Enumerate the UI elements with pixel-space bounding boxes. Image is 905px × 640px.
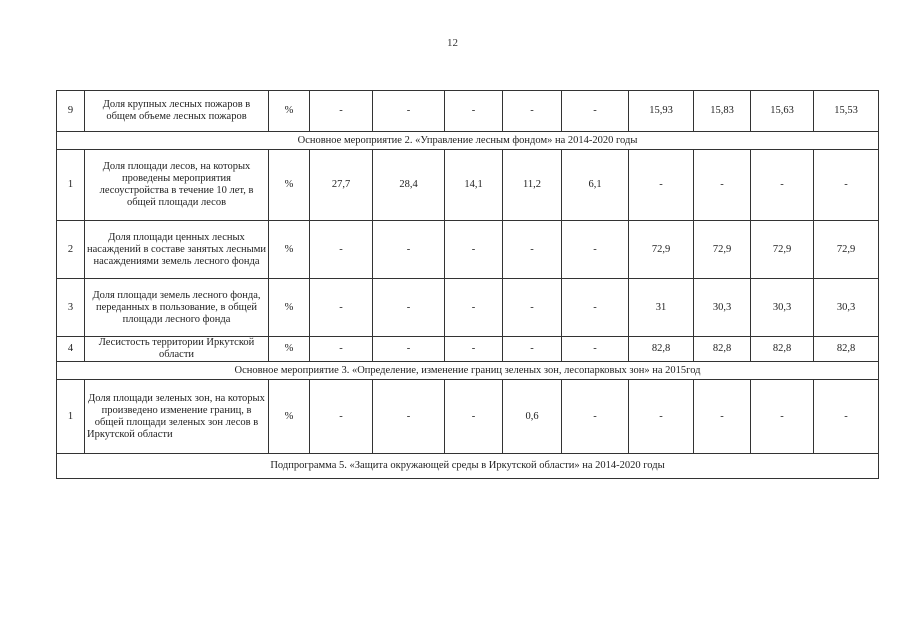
value-cell: -: [562, 91, 629, 132]
table-row: [57, 221, 879, 279]
table-row: [57, 91, 879, 132]
indicator-name: Доля площади зеленых зон, на которых произведено изменение границ, в общей площади зеленых зон лесов в Иркутской области: [85, 380, 269, 454]
indicator-name: Лесистость территории Иркутской области: [85, 337, 269, 362]
value-cell: 15,83: [694, 91, 751, 132]
value-cell: -: [562, 279, 629, 337]
table-row: [57, 337, 879, 362]
table-row: [57, 150, 879, 221]
table-row: [57, 279, 879, 337]
value-cell: -: [445, 337, 503, 362]
section-heading: Основное мероприятие 2. «Управление лесным фондом» на 2014-2020 годы: [57, 132, 879, 150]
value-cell: -: [694, 150, 751, 221]
value-cell: 6,1: [562, 150, 629, 221]
value-cell: -: [373, 279, 445, 337]
section-row: [57, 362, 879, 380]
value-cell: -: [310, 380, 373, 454]
value-cell: 82,8: [629, 337, 694, 362]
value-cell: -: [445, 380, 503, 454]
value-cell: 31: [629, 279, 694, 337]
value-cell: 82,8: [814, 337, 879, 362]
value-cell: -: [562, 380, 629, 454]
value-cell: 72,9: [694, 221, 751, 279]
value-cell: -: [629, 150, 694, 221]
value-cell: -: [562, 221, 629, 279]
value-cell: -: [373, 337, 445, 362]
indicator-name: Доля крупных лесных пожаров в общем объеме лесных пожаров: [85, 91, 269, 132]
value-cell: 82,8: [694, 337, 751, 362]
value-cell: 82,8: [751, 337, 814, 362]
row-number: 3: [57, 279, 85, 337]
value-cell: -: [814, 380, 879, 454]
value-cell: -: [310, 221, 373, 279]
row-number: 1: [57, 380, 85, 454]
value-cell: -: [503, 221, 562, 279]
value-cell: -: [310, 91, 373, 132]
value-cell: -: [445, 221, 503, 279]
value-cell: -: [629, 380, 694, 454]
unit-cell: %: [269, 279, 310, 337]
value-cell: -: [751, 380, 814, 454]
value-cell: -: [562, 337, 629, 362]
row-number: 1: [57, 150, 85, 221]
unit-cell: %: [269, 337, 310, 362]
value-cell: 30,3: [694, 279, 751, 337]
unit-cell: %: [269, 150, 310, 221]
indicator-name: Доля площади земель лесного фонда, переданных в пользование, в общей площади лесного фонда: [85, 279, 269, 337]
value-cell: -: [373, 91, 445, 132]
value-cell: -: [373, 221, 445, 279]
row-number: 4: [57, 337, 85, 362]
value-cell: -: [503, 91, 562, 132]
value-cell: -: [445, 91, 503, 132]
value-cell: -: [445, 279, 503, 337]
value-cell: -: [373, 380, 445, 454]
section-row: [57, 132, 879, 150]
value-cell: -: [814, 150, 879, 221]
unit-cell: %: [269, 221, 310, 279]
value-cell: -: [694, 380, 751, 454]
value-cell: 15,93: [629, 91, 694, 132]
value-cell: 72,9: [629, 221, 694, 279]
row-number: 9: [57, 91, 85, 132]
value-cell: -: [310, 337, 373, 362]
row-number: 2: [57, 221, 85, 279]
value-cell: 30,3: [751, 279, 814, 337]
subprogram-heading: Подпрограмма 5. «Защита окружающей среды в Иркутской области» на 2014-2020 годы: [57, 454, 879, 479]
unit-cell: %: [269, 91, 310, 132]
section-row: [57, 454, 879, 479]
value-cell: -: [751, 150, 814, 221]
indicators-table: [56, 90, 879, 479]
indicator-name: Доля площади ценных лесных насаждений в составе занятых лесными насаждениями земель лесного фонда: [85, 221, 269, 279]
table-row: [57, 380, 879, 454]
value-cell: 11,2: [503, 150, 562, 221]
page-number: 12: [447, 37, 458, 49]
value-cell: 14,1: [445, 150, 503, 221]
unit-cell: %: [269, 380, 310, 454]
value-cell: 0,6: [503, 380, 562, 454]
section-heading: Основное мероприятие 3. «Определение, изменение границ зеленых зон, лесопарковых зон» на 2015год: [57, 362, 879, 380]
value-cell: -: [310, 279, 373, 337]
value-cell: 15,53: [814, 91, 879, 132]
value-cell: 27,7: [310, 150, 373, 221]
value-cell: 30,3: [814, 279, 879, 337]
value-cell: 72,9: [814, 221, 879, 279]
indicator-name: Доля площади лесов, на которых проведены мероприятия лесоустройства в течение 10 лет, в общей площади лесов: [85, 150, 269, 221]
value-cell: 15,63: [751, 91, 814, 132]
value-cell: 72,9: [751, 221, 814, 279]
value-cell: 28,4: [373, 150, 445, 221]
value-cell: -: [503, 279, 562, 337]
value-cell: -: [503, 337, 562, 362]
